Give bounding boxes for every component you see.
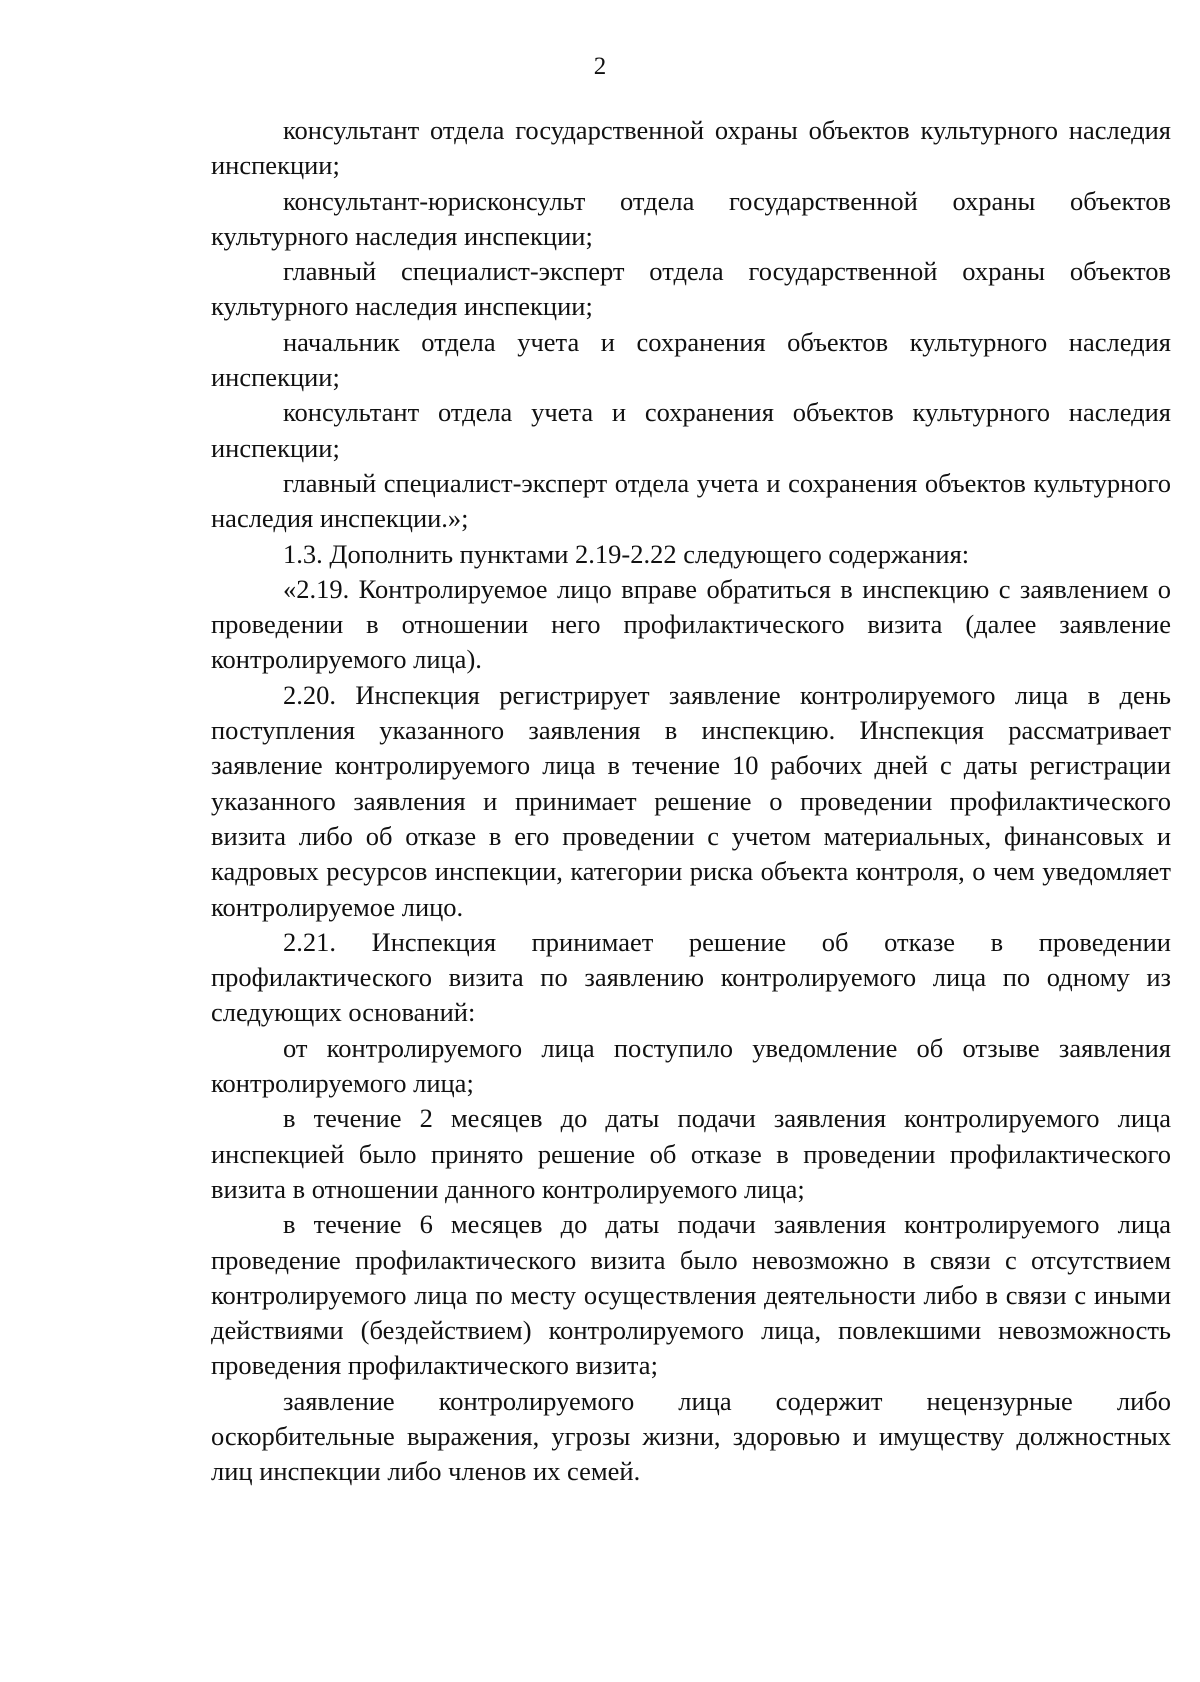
paragraph: главный специалист-эксперт отдела государственной охраны объектов культурного наследия инспекции;: [211, 256, 1171, 322]
paragraph: консультант отдела государственной охраны объектов культурного наследия инспекции;: [211, 115, 1171, 181]
paragraph: от контролируемого лица поступило уведомление об отзыве заявления контролируемого лица;: [211, 1032, 1171, 1099]
paragraph: «2.19. Контролируемое лицо вправе обратиться в инспекцию с заявлением о проведении в отношении него профилактического визита (далее заявление контролируемого лица).: [211, 573, 1171, 675]
paragraph: в течение 6 месяцев до даты подачи заявления контролируемого лица проведение профилактического визита было невозможно в связи с отсутствием контролируемого лица по месту осуществления деятельности либо в связи с иными действиями (бездействием) контролируемого лица, повлекшими невозможность проведения профилактического визита;: [211, 1209, 1171, 1381]
paragraph: 1.3. Дополнить пунктами 2.19-2.22 следующего содержания:: [283, 538, 970, 569]
page-number: 2: [593, 53, 607, 80]
paragraph: 2.20. Инспекция регистрирует заявление контролируемого лица в день поступления указанного заявления в инспекцию. Инспекция рассматривает заявление контролируемого лица в течение 10 рабочих дней с даты регистрации указанного заявления и принимает решение о проведении профилактического визита либо об отказе в его проведении с учетом материальных, финансовых и кадровых ресурсов инспекции, категории риска объекта контроля, о чем уведомляет контролируемое лицо.: [211, 679, 1171, 922]
paragraph: начальник отдела учета и сохранения объектов культурного наследия инспекции;: [211, 326, 1171, 393]
paragraph: в течение 2 месяцев до даты подачи заявления контролируемого лица инспекцией было принято решение об отказе в проведении профилактического визита в отношении данного контролируемого лица;: [211, 1103, 1171, 1204]
paragraph: главный специалист-эксперт отдела учета и сохранения объектов культурного наследия инспекции.»;: [211, 467, 1171, 534]
paragraph: 2.21. Инспекция принимает решение об отказе в проведении профилактического визита по заявлению контролируемого лица по одному из следующих оснований:: [211, 926, 1171, 1028]
paragraph: заявление контролируемого лица содержит нецензурные либо оскорбительные выражения, угрозы жизни, здоровью и имуществу должностных лиц инспекции либо членов их семей.: [211, 1385, 1171, 1487]
paragraph: консультант отдела учета и сохранения объектов культурного наследия инспекции;: [211, 397, 1171, 463]
paragraph: консультант-юрисконсульт отдела государственной охраны объектов культурного наследия инспекции;: [211, 185, 1171, 251]
document-body: [211, 113, 1171, 1490]
